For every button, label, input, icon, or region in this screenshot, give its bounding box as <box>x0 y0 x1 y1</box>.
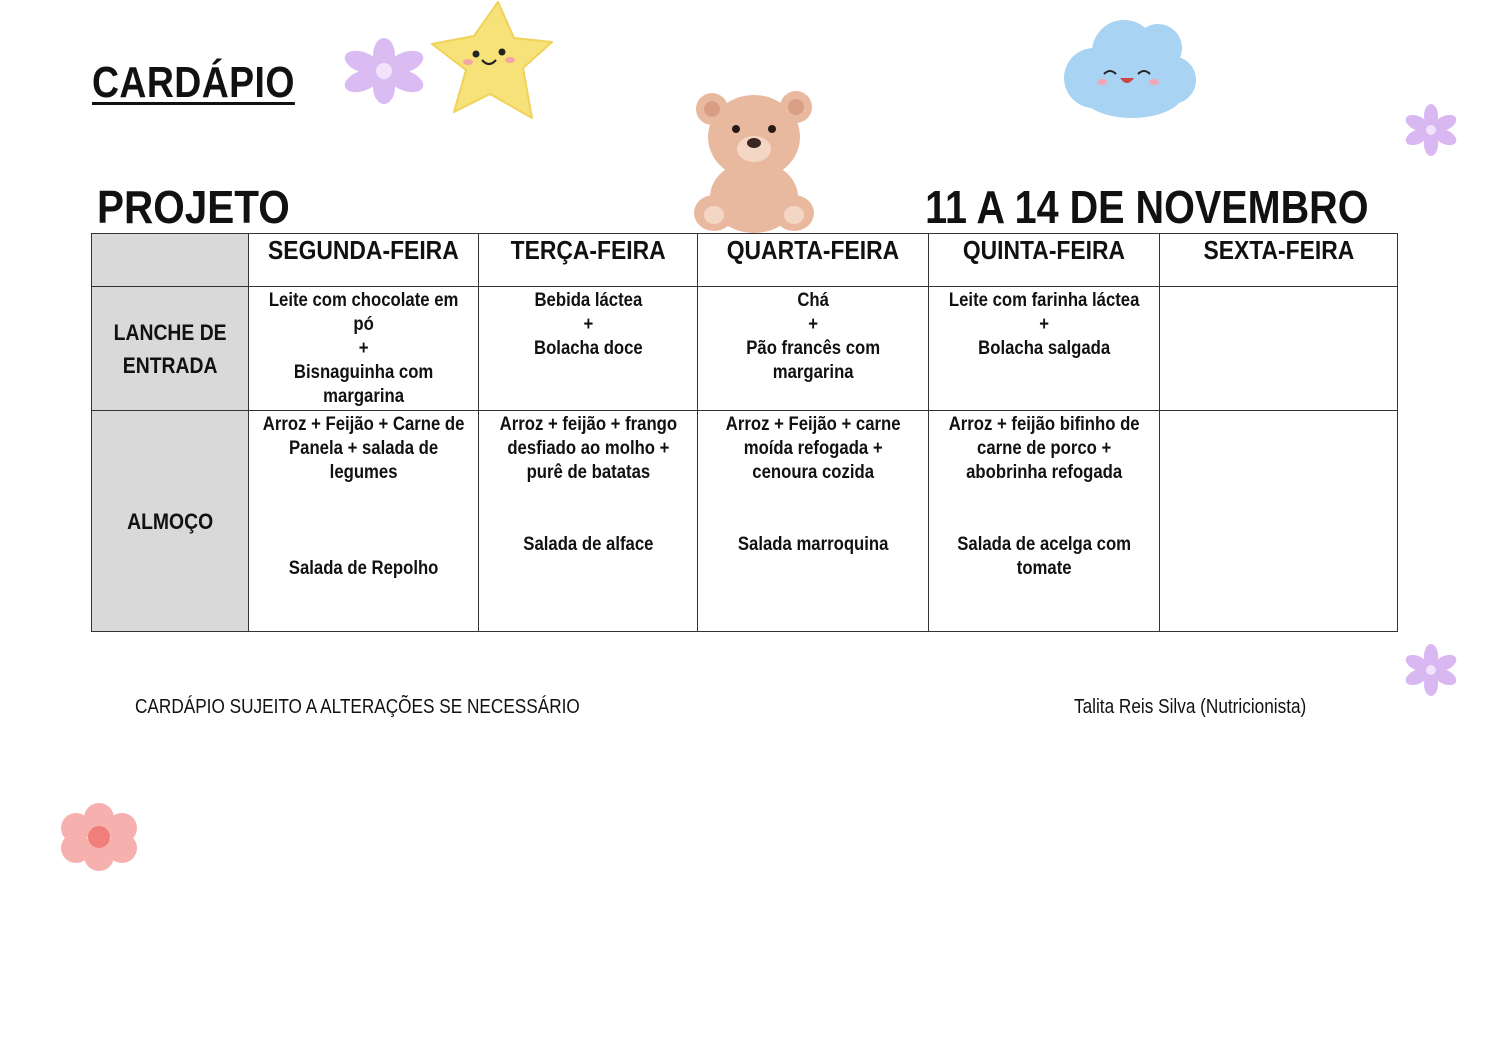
flower-icon <box>1404 644 1458 696</box>
day-header: QUARTA-FEIRA <box>698 234 929 287</box>
flower-icon <box>338 38 430 104</box>
star-icon <box>428 0 554 122</box>
table-row <box>92 287 1398 411</box>
menu-cell: Arroz + Feijão + carne moída refogada + cenoura cozida Salada marroquina <box>698 411 929 632</box>
day-header: SEGUNDA-FEIRA <box>249 234 479 287</box>
teddy-bear-icon <box>690 85 820 235</box>
page-title: CARDÁPIO <box>92 58 295 107</box>
menu-cell <box>1160 411 1398 632</box>
disclaimer-note: CARDÁPIO SUJEITO A ALTERAÇÕES SE NECESSÁRIO <box>135 696 580 718</box>
flower-icon <box>1404 104 1458 156</box>
corner-cell <box>92 234 249 287</box>
menu-cell: Bebida láctea + Bolacha doce <box>479 287 698 411</box>
table-row <box>92 411 1398 632</box>
table-header-row <box>92 234 1398 287</box>
meal-label: ALMOÇO <box>92 411 249 632</box>
date-range: 11 A 14 DE NOVEMBRO <box>925 181 1369 233</box>
menu-cell: Arroz + feijão bifinho de carne de porco + abobrinha refogada Salada de acelga com tomate <box>929 411 1160 632</box>
menu-cell: Chá + Pão francês com margarina <box>698 287 929 411</box>
menu-cell <box>1160 287 1398 411</box>
menu-cell: Arroz + Feijão + Carne de Panela + salada de legumes Salada de Repolho <box>249 411 479 632</box>
day-header: TERÇA-FEIRA <box>479 234 698 287</box>
menu-cell: Arroz + feijão + frango desfiado ao molho + purê de batatas Salada de alface <box>479 411 698 632</box>
meal-label: LANCHE DE ENTRADA <box>92 287 249 411</box>
nutritionist-signature: Talita Reis Silva (Nutricionista) <box>1074 696 1307 718</box>
day-header: SEXTA-FEIRA <box>1160 234 1398 287</box>
cloud-icon <box>1062 18 1198 122</box>
flower-icon <box>56 802 142 872</box>
menu-table <box>91 233 1398 632</box>
project-label: PROJETO <box>97 181 290 233</box>
day-header: QUINTA-FEIRA <box>929 234 1160 287</box>
menu-cell: Leite com farinha láctea + Bolacha salgada <box>929 287 1160 411</box>
menu-cell: Leite com chocolate em pó + Bisnaguinha com margarina <box>249 287 479 411</box>
